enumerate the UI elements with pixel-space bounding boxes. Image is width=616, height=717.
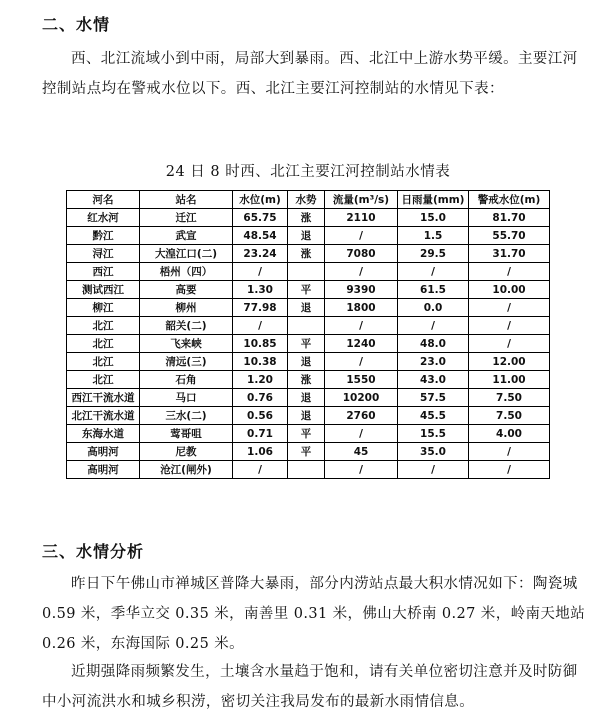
table-cell: 沧江(闸外) [140, 461, 233, 479]
table-cell: 1.06 [233, 443, 288, 461]
table-cell: 北江 [67, 317, 140, 335]
table-cell: 高明河 [67, 461, 140, 479]
table-cell: 1550 [325, 371, 398, 389]
table-cell: 10200 [325, 389, 398, 407]
table-cell: 迁江 [140, 209, 233, 227]
table-cell: 29.5 [398, 245, 469, 263]
table-cell: 7.50 [469, 389, 550, 407]
table-row [67, 443, 550, 461]
table-cell: 尼教 [140, 443, 233, 461]
column-header: 站名 [140, 191, 233, 209]
analysis-paragraph-2: 近期强降雨频繁发生，土壤含水量趋于饱和，请有关单位密切注意并及时防御中小河流洪水和城乡积涝，密切关注我局发布的最新水雨情信息。 [42, 664, 578, 710]
table-cell: / [469, 299, 550, 317]
table-row [67, 389, 550, 407]
table-cell: 57.5 [398, 389, 469, 407]
table-cell: 45.5 [398, 407, 469, 425]
table-cell: / [233, 461, 288, 479]
table-cell: 西江干流水道 [67, 389, 140, 407]
water-status-table [66, 190, 550, 479]
table-cell: / [398, 461, 469, 479]
table-cell: 1.30 [233, 281, 288, 299]
table-cell: 31.70 [469, 245, 550, 263]
table-row [67, 353, 550, 371]
table-cell: 北江 [67, 335, 140, 353]
table-cell: / [325, 263, 398, 281]
table-cell: 涨 [288, 245, 325, 263]
table-row [67, 263, 550, 281]
table-cell: 7080 [325, 245, 398, 263]
table-cell: / [398, 263, 469, 281]
table-cell: 大湟江口(二) [140, 245, 233, 263]
table-cell: 马口 [140, 389, 233, 407]
table-cell: 北江干流水道 [67, 407, 140, 425]
table-cell: 1.20 [233, 371, 288, 389]
table-cell: / [233, 317, 288, 335]
table-cell: 10.00 [469, 281, 550, 299]
table-cell: 退 [288, 299, 325, 317]
table-row [67, 227, 550, 245]
table-cell: 23.0 [398, 353, 469, 371]
table-cell [288, 263, 325, 281]
table-cell: 高要 [140, 281, 233, 299]
table-cell: 48.54 [233, 227, 288, 245]
table-cell: 65.75 [233, 209, 288, 227]
table-cell: 23.24 [233, 245, 288, 263]
table-row [67, 209, 550, 227]
water-status-paragraph: 西、北江流域小到中雨，局部大到暴雨。西、北江中上游水势平缓。主要江河控制站点均在警戒水位以下。西、北江主要江河控制站的水情见下表： [42, 51, 578, 97]
table-cell: 2760 [325, 407, 398, 425]
column-header: 河名 [67, 191, 140, 209]
table-cell: 平 [288, 425, 325, 443]
table-cell: / [469, 461, 550, 479]
table-cell: 45 [325, 443, 398, 461]
table-cell: / [469, 335, 550, 353]
table-cell: / [325, 227, 398, 245]
analysis-paragraph-1: 昨日下午佛山市禅城区普降大暴雨，部分内涝站点最大积水情况如下：陶瓷城 0.59 米，季华立交 0.35 米，南善里 0.31 米，佛山大桥南 0.27 米，岭南天地站 0.26 米，东海国际 0.25 米。 [42, 576, 586, 652]
table-cell: 81.70 [469, 209, 550, 227]
table-cell: 55.70 [469, 227, 550, 245]
table-caption: 24 日 8 时西、北江主要江河控制站水情表 [165, 164, 451, 180]
table-cell: 平 [288, 443, 325, 461]
table-cell: 7.50 [469, 407, 550, 425]
table-cell: 35.0 [398, 443, 469, 461]
table-cell: 平 [288, 335, 325, 353]
table-cell: 柳州 [140, 299, 233, 317]
table-cell: 1.5 [398, 227, 469, 245]
table-cell: 9390 [325, 281, 398, 299]
table-cell: 退 [288, 407, 325, 425]
table-cell [288, 461, 325, 479]
table-cell: 测试西江 [67, 281, 140, 299]
table-cell: 石角 [140, 371, 233, 389]
table-row [67, 299, 550, 317]
section-heading-water-analysis: 三、水情分析 [42, 542, 145, 561]
column-header: 警戒水位(m) [469, 191, 550, 209]
column-header: 水位(m) [233, 191, 288, 209]
table-cell: / [325, 353, 398, 371]
table-cell: / [469, 317, 550, 335]
table-cell: 武宣 [140, 227, 233, 245]
table-cell: 11.00 [469, 371, 550, 389]
table-cell: 退 [288, 227, 325, 245]
column-header: 日雨量(mm) [398, 191, 469, 209]
table-cell: 浔江 [67, 245, 140, 263]
table-cell: 涨 [288, 371, 325, 389]
table-cell: 0.56 [233, 407, 288, 425]
table-cell: 飞来峡 [140, 335, 233, 353]
table-cell: 退 [288, 353, 325, 371]
table-row [67, 245, 550, 263]
table-header-row [67, 191, 550, 209]
table-row [67, 425, 550, 443]
table-body [67, 209, 550, 479]
table-cell: 2110 [325, 209, 398, 227]
table-cell: / [469, 443, 550, 461]
table-cell: 1240 [325, 335, 398, 353]
table-cell: 10.85 [233, 335, 288, 353]
table-cell: 红水河 [67, 209, 140, 227]
table-cell: 梧州（四） [140, 263, 233, 281]
table-cell: 10.38 [233, 353, 288, 371]
table-row [67, 317, 550, 335]
table-row [67, 407, 550, 425]
table-row [67, 281, 550, 299]
table-cell: / [469, 263, 550, 281]
table-cell: 三水(二) [140, 407, 233, 425]
table-cell: 北江 [67, 371, 140, 389]
table-row [67, 371, 550, 389]
table-cell: 北江 [67, 353, 140, 371]
table-cell: 48.0 [398, 335, 469, 353]
table-cell: 61.5 [398, 281, 469, 299]
table-cell [288, 317, 325, 335]
table-cell: 黔江 [67, 227, 140, 245]
table-cell: 0.71 [233, 425, 288, 443]
table-cell: / [233, 263, 288, 281]
table-cell: 高明河 [67, 443, 140, 461]
table-cell: 15.0 [398, 209, 469, 227]
table-row [67, 335, 550, 353]
table-cell: 0.0 [398, 299, 469, 317]
table-cell: 1800 [325, 299, 398, 317]
column-header: 水势 [288, 191, 325, 209]
table-cell: 柳江 [67, 299, 140, 317]
table-cell: / [325, 461, 398, 479]
table-cell: 4.00 [469, 425, 550, 443]
table-cell: 12.00 [469, 353, 550, 371]
table-cell: 西江 [67, 263, 140, 281]
table-cell: / [325, 317, 398, 335]
table-cell: 15.5 [398, 425, 469, 443]
table-cell: 43.0 [398, 371, 469, 389]
table-cell: 韶关(二) [140, 317, 233, 335]
table-cell: 0.76 [233, 389, 288, 407]
table-cell: 退 [288, 389, 325, 407]
section-heading-water-status: 二、水情 [42, 15, 111, 34]
table-cell: / [398, 317, 469, 335]
table-cell: / [325, 425, 398, 443]
table-cell: 涨 [288, 209, 325, 227]
column-header: 流量(m³/s) [325, 191, 398, 209]
table-cell: 77.98 [233, 299, 288, 317]
table-cell: 平 [288, 281, 325, 299]
table-cell: 清远(三) [140, 353, 233, 371]
table-row [67, 461, 550, 479]
table-cell: 莺哥咀 [140, 425, 233, 443]
table-cell: 东海水道 [67, 425, 140, 443]
